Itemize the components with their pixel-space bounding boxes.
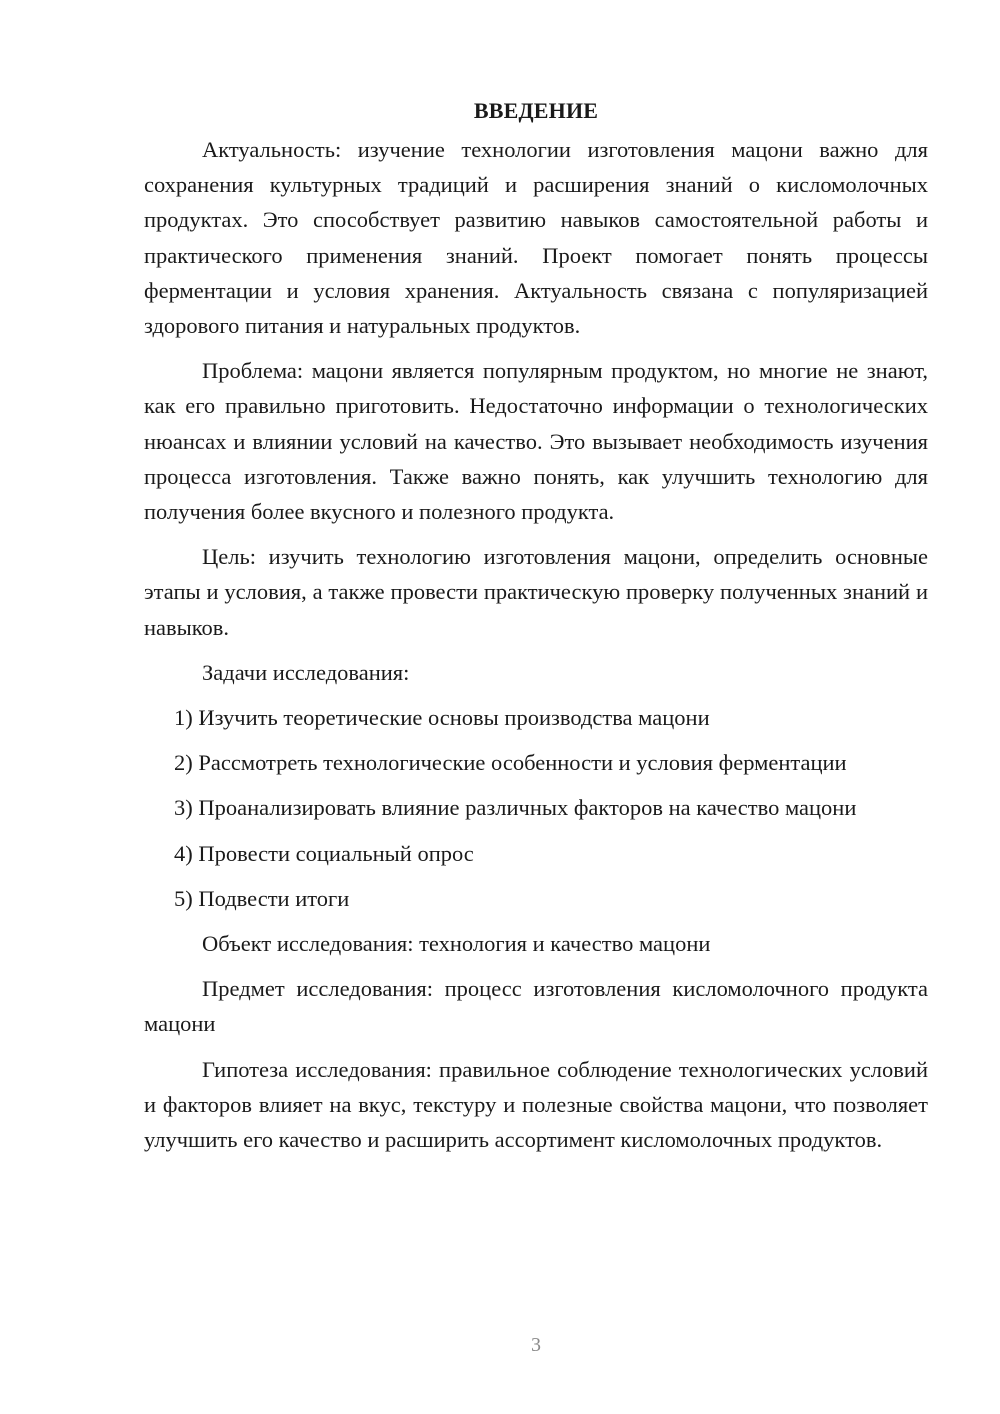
task-item: 5) Подвести итоги xyxy=(174,885,350,911)
subject-paragraph: Предмет исследования: процесс изготовления кисломолочного продукта мацони xyxy=(144,976,928,1037)
page-title: ВВЕДЕНИЕ xyxy=(473,98,599,123)
relevance-paragraph: Актуальность: изучение технологии изготовления мацони важно для сохранения культурных традиций и расширения знаний о кисломолочных продуктах. Это способствует развитию навыков самостоятельной работы и практического применения знаний. Проект помогает понять процессы ферментации и условия хранения. Актуальность связана с популяризацией здорового питания и натуральных продуктов. xyxy=(144,137,928,339)
task-item: 3) Проанализировать влияние различных факторов на качество мацони xyxy=(174,795,857,821)
tasks-list xyxy=(144,700,928,916)
object-paragraph: Объект исследования: технология и качество мацони xyxy=(202,931,711,957)
page-number: 3 xyxy=(531,1334,541,1356)
hypothesis-paragraph: Гипотеза исследования: правильное соблюдение технологических условий и факторов влияет на вкус, текстуру и полезные свойства мацони, что позволяет улучшить его качество и расширить ассортимент кисломолочных продуктов. xyxy=(144,1056,928,1153)
document-body xyxy=(144,92,928,1167)
task-item: 1) Изучить теоретические основы производства мацони xyxy=(174,705,710,731)
problem-paragraph: Проблема: мацони является популярным продуктом, но многие не знают, как его правильно приготовить. Недостаточно информации о технологических нюансах и влиянии условий на качество. Это вызывает необходимость изучения процесса изготовления. Также важно понять, как улучшить технологию для получения более вкусного и полезного продукта. xyxy=(144,358,928,525)
task-item: 2) Рассмотреть технологические особенности и условия ферментации xyxy=(174,750,847,776)
tasks-heading: Задачи исследования: xyxy=(202,659,410,685)
goal-paragraph: Цель: изучить технологию изготовления мацони, определить основные этапы и условия, а также провести практическую проверку полученных знаний и навыков. xyxy=(144,544,928,640)
task-item: 4) Провести социальный опрос xyxy=(174,840,474,866)
